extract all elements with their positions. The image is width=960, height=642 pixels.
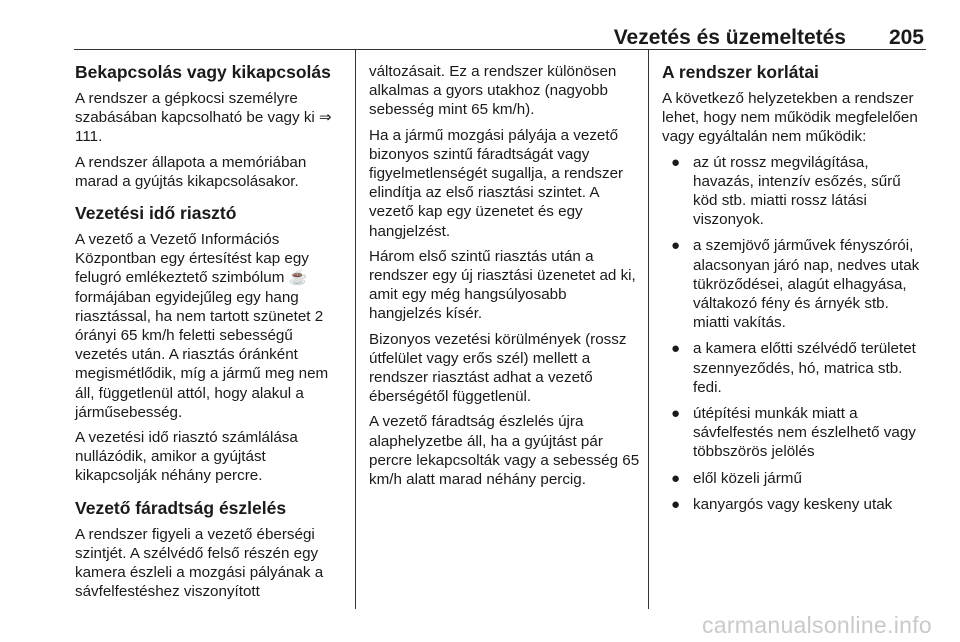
- column-divider-1: [355, 49, 356, 609]
- limitations-list: [662, 153, 928, 514]
- paragraph: A rendszer figyeli a vezető éberségi szintjét. A szélvédő felső részén egy kamera észleli a mozgási pályának a sávfelfestéshez viszonyított: [75, 525, 324, 601]
- list-item: [662, 404, 928, 462]
- paragraph: A vezetési idő riasztó számlálása nullázódik, amikor a gyújtást kikapcsolják néhány percre.: [75, 429, 298, 485]
- paragraph: Ha a jármű mozgási pályája a vezető bizonyos szintű fáradtságát vagy figyelmetlenségét sugallja, a rendszer elindítja az első riasztási szintet. A vezető kap egy üzenetet és egy hangjelzést.: [369, 126, 624, 240]
- watermark: carmanualsonline.info: [701, 612, 932, 638]
- bullet-icon: ●: [671, 495, 681, 513]
- heading-system-limits: A rendszer korlátai: [662, 62, 819, 82]
- bullet-icon: ●: [671, 153, 681, 171]
- section-title: Vezetés és üzemeltetés: [613, 26, 846, 49]
- heading-switch-on-off: Bekapcsolás vagy kikapcsolás: [75, 62, 331, 82]
- heading-driving-time-alert: Vezetési idő riasztó: [75, 203, 237, 224]
- header-rule: [74, 49, 926, 50]
- paragraph: A rendszer a gépkocsi személyre szabásában kapcsolható be vagy ki ⇒ 111.: [75, 90, 332, 146]
- list-item-text: az út rossz megvilágítása, havazás, intenzív esőzés, sűrű köd stb. miatti rossz látási viszonyok.: [693, 153, 901, 229]
- list-item: [662, 153, 928, 230]
- list-item: [662, 236, 928, 332]
- list-item-text: útépítési munkák miatt a sávfelfestés nem észlelhető vagy többszörös jelölés: [693, 405, 916, 461]
- list-item-text: a kamera előtti szélvédő területet szennyeződés, hó, matrica stb. fedi.: [693, 340, 916, 396]
- paragraph: Bizonyos vezetési körülmények (rossz útfelület vagy erős szél) mellett a rendszer riasztást adhat a vezető éberségétől függetlenül.: [369, 330, 627, 406]
- paragraph: változásait. Ez a rendszer különösen alkalmas a gyors utakhoz (nagyobb sebesség mint 65 km/h).: [369, 63, 617, 119]
- column-1: [75, 62, 349, 607]
- list-item-text: elől közeli jármű: [693, 469, 802, 487]
- bullet-icon: ●: [671, 237, 681, 255]
- list-item: [662, 495, 928, 514]
- heading-fatigue-detection: Vezető fáradtság észlelés: [75, 497, 287, 518]
- column-2: [369, 62, 641, 495]
- list-item-text: a szemjövő járművek fényszórói, alacsonyan járó nap, nedves utak tükröződései, alagút elhagyása, váltakozó fény és árnyék stb. miatti vakítás.: [693, 237, 920, 332]
- list-item-text: kanyargós vagy keskeny utak: [693, 495, 893, 513]
- paragraph: A vezető fáradtság észlelés újra alaphelyzetbe áll, ha a gyújtást pár percre lekapcsolták vagy a sebesség 65 km/h alatt marad néhány percig.: [369, 413, 640, 489]
- bullet-icon: ●: [671, 469, 681, 487]
- paragraph: A vezető a Vezető Információs Központban egy értesítést kap egy felugró emlékeztető szimbólum ☕ formájában egyidejűleg egy hang riasztással, ha nem tartott szünetet 2 órányi 65 km/h feletti sebességű vezetés után. A riasztás óránként megismétlődik, míg a jármű meg nem áll, függetlenül attól, hogy alakul a járműsebesség.: [75, 231, 329, 421]
- column-3: [662, 62, 928, 521]
- list-item: [662, 339, 928, 397]
- page-number: 205: [888, 26, 924, 49]
- list-item: [662, 469, 928, 488]
- paragraph: A rendszer állapota a memóriában marad a gyújtás kikapcsolásakor.: [75, 153, 307, 190]
- paragraph: A következő helyzetekben a rendszer lehet, hogy nem működik megfelelően vagy egyáltalán nem működik:: [662, 90, 918, 146]
- paragraph: Három első szintű riasztás után a rendszer egy új riasztási üzenetet ad ki, amit egy még hangsúlyosabb hangjelzés kísér.: [369, 247, 636, 323]
- bullet-icon: ●: [671, 405, 681, 423]
- bullet-icon: ●: [671, 340, 681, 358]
- column-divider-2: [648, 49, 649, 609]
